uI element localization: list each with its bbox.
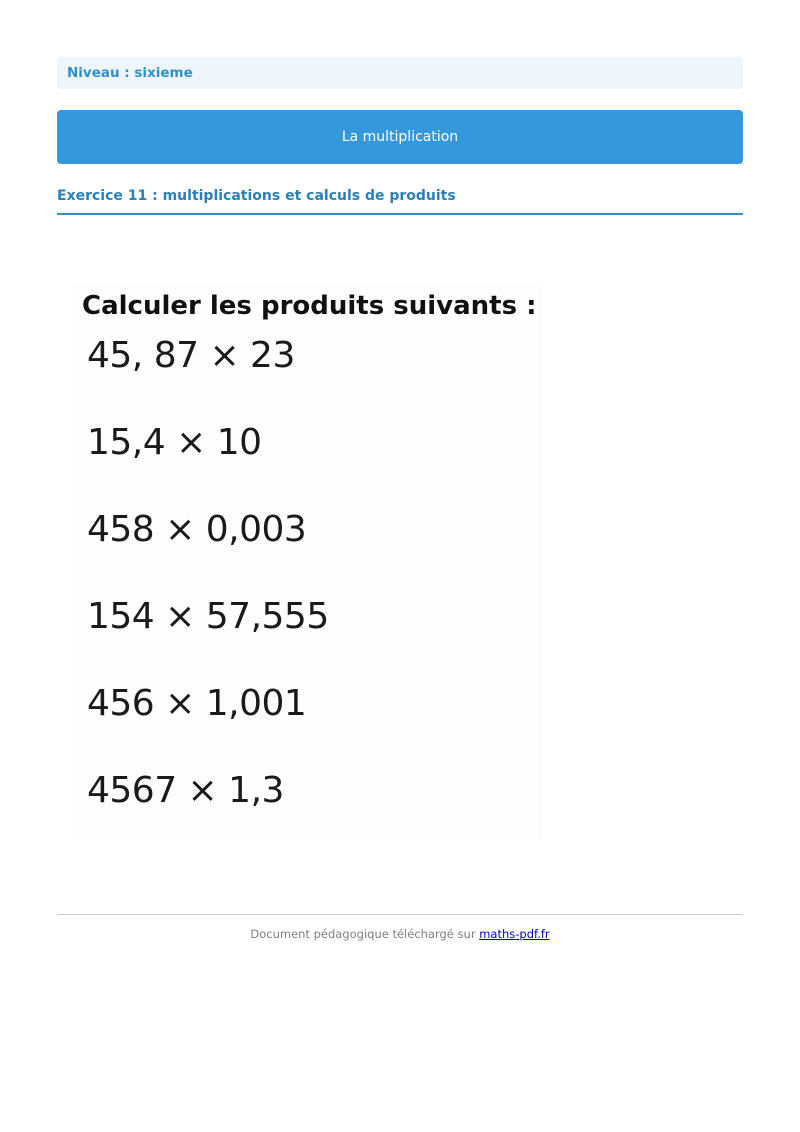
problem-item: 15,4 × 10 — [87, 422, 262, 463]
title-banner — [57, 110, 743, 164]
problem-item: 154 × 57,555 — [87, 596, 329, 637]
exercise-heading — [57, 185, 743, 215]
level-label: Niveau : sixieme — [67, 65, 193, 81]
level-banner — [57, 57, 743, 89]
footer-link[interactable]: maths-pdf.fr — [479, 927, 550, 941]
footer-divider — [57, 914, 743, 915]
problem-item: 458 × 0,003 — [87, 509, 307, 550]
problem-item: 456 × 1,001 — [87, 683, 307, 724]
exercise-image — [72, 283, 542, 839]
footer-text: Document pédagogique téléchargé sur — [250, 927, 476, 941]
exercise-instruction: Calculer les produits suivants : — [82, 291, 537, 321]
exercise-title: Exercice 11 : multiplications et calculs de produits — [57, 188, 456, 204]
page-title: La multiplication — [341, 129, 459, 145]
footer — [57, 927, 743, 941]
problem-item: 45, 87 × 23 — [87, 335, 295, 376]
problem-item: 4567 × 1,3 — [87, 770, 284, 811]
